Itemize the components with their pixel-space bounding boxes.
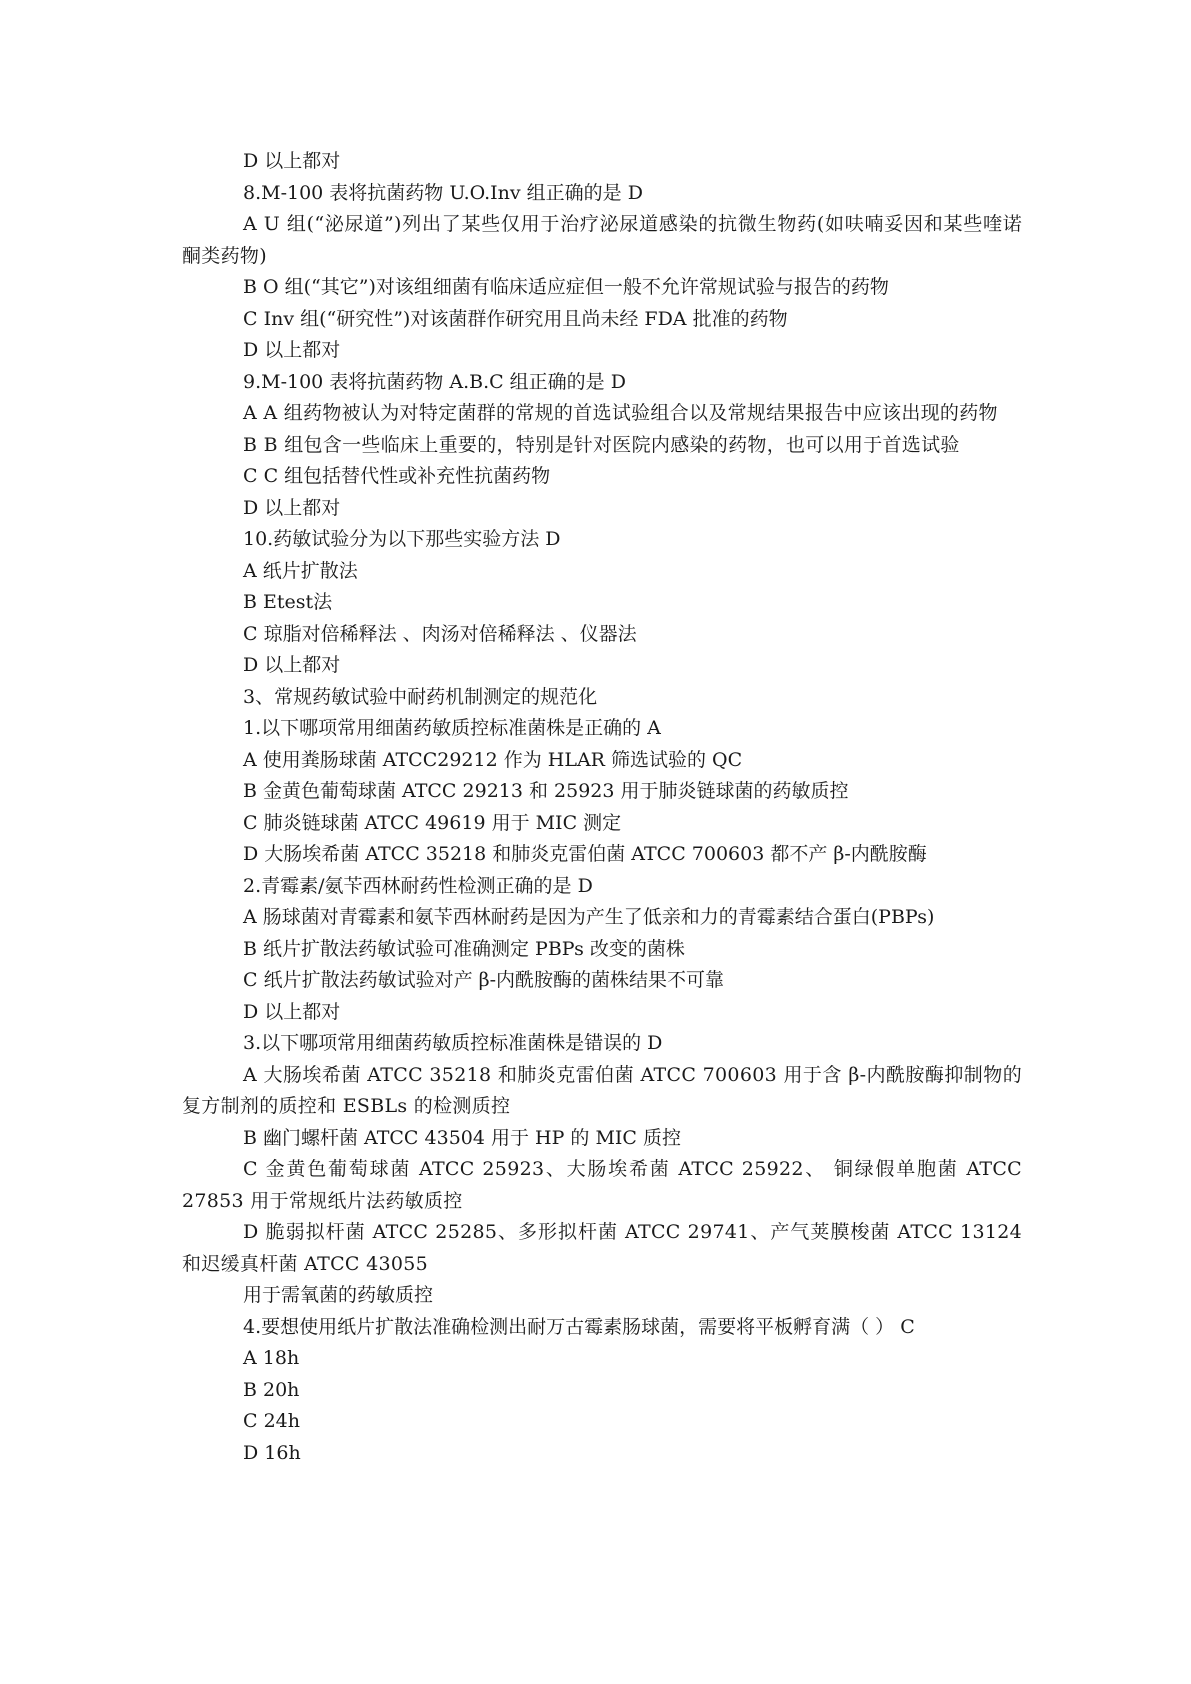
document-line: D 以上都对: [243, 150, 341, 172]
document-line: D 以上都对: [243, 654, 341, 676]
document-line: C Inv 组(“研究性”)对该菌群作研究用且尚未经 FDA 批准的药物: [243, 307, 788, 330]
document-line: B B 组包含一些临床上重要的，特别是针对医院内感染的药物，也可以用于首选试验: [243, 433, 960, 456]
document-line: C 24h: [243, 1410, 300, 1432]
document-line: A 纸片扩散法: [243, 559, 358, 582]
document-line: A 18h: [243, 1347, 300, 1369]
document-line: 用于需氧菌的药敏质控: [243, 1284, 434, 1306]
document-line: A 使用粪肠球菌 ATCC29212 作为 HLAR 筛选试验的 QC: [243, 748, 743, 771]
document-line: 8.M-100 表将抗菌药物 U.O.Inv 组正确的是 D: [243, 181, 643, 204]
document-line: 1.以下哪项常用细菌药敏质控标准菌株是正确的 A: [243, 717, 661, 739]
document-body: [182, 146, 1022, 1469]
document-line: A 肠球菌对青霉素和氨苄西林耐药是因为产生了低亲和力的青霉素结合蛋白(PBPs): [243, 906, 935, 928]
document-line: C 金黄色葡萄球菌 ATCC 25923、大肠埃希菌 ATCC 25922、 铜绿假单胞菌 ATCC 27853 用于常规纸片法药敏质控: [182, 1158, 1022, 1212]
document-line: B 20h: [243, 1378, 300, 1401]
document-line: 2.青霉素/氨苄西林耐药性检测正确的是 D: [243, 874, 593, 897]
document-line: B Etest法: [243, 591, 333, 613]
document-line: C 琼脂对倍稀释法 、肉汤对倍稀释法 、仪器法: [243, 622, 637, 645]
document-line: D 大肠埃希菌 ATCC 35218 和肺炎克雷伯菌 ATCC 700603 都不产 β-内酰胺酶: [243, 843, 927, 865]
document-line: A A 组药物被认为对特定菌群的常规的首选试验组合以及常规结果报告中应该出现的药物: [243, 402, 998, 424]
document-line: D 以上都对: [243, 339, 341, 361]
document-line: D 以上都对: [243, 1000, 341, 1023]
document-line: B 金黄色葡萄球菌 ATCC 29213 和 25923 用于肺炎链球菌的药敏质控: [243, 780, 849, 802]
document-line: 4.要想使用纸片扩散法准确检测出耐万古霉素肠球菌，需要将平板孵育满（ ） C: [243, 1315, 915, 1338]
document-line: C 肺炎链球菌 ATCC 49619 用于 MIC 测定: [243, 811, 622, 834]
document-line: C C 组包括替代性或补充性抗菌药物: [243, 465, 551, 487]
document-line: C 纸片扩散法药敏试验对产 β-内酰胺酶的菌株结果不可靠: [243, 969, 725, 991]
document-line: 10.药敏试验分为以下那些实验方法 D: [243, 528, 561, 550]
document-line: B 幽门螺杆菌 ATCC 43504 用于 HP 的 MIC 质控: [243, 1126, 682, 1149]
document-line: D 脆弱拟杆菌 ATCC 25285、多形拟杆菌 ATCC 29741、产气荚膜梭菌 ATCC 13124 和迟缓真杆菌 ATCC 43055: [182, 1221, 1022, 1275]
document-line: B 纸片扩散法药敏试验可准确测定 PBPs 改变的菌株: [243, 937, 685, 960]
document-line: B O 组(“其它”)对该组细菌有临床适应症但一般不允许常规试验与报告的药物: [243, 276, 889, 298]
document-line: A 大肠埃希菌 ATCC 35218 和肺炎克雷伯菌 ATCC 700603 用于含 β-内酰胺酶抑制物的复方制剂的质控和 ESBLs 的检测质控: [182, 1063, 1022, 1117]
document-line: 3.以下哪项常用细菌药敏质控标准菌株是错误的 D: [243, 1032, 663, 1054]
document-line: A U 组(“泌尿道”)列出了某些仅用于治疗泌尿道感染的抗微生物药(如呋喃妥因和某些喹诺酮类药物): [182, 213, 1022, 267]
document-line: D 以上都对: [243, 496, 341, 519]
document-line: 3、常规药敏试验中耐药机制测定的规范化: [243, 685, 598, 708]
document-line: 9.M-100 表将抗菌药物 A.B.C 组正确的是 D: [243, 370, 626, 393]
document-line: D 16h: [243, 1441, 301, 1464]
